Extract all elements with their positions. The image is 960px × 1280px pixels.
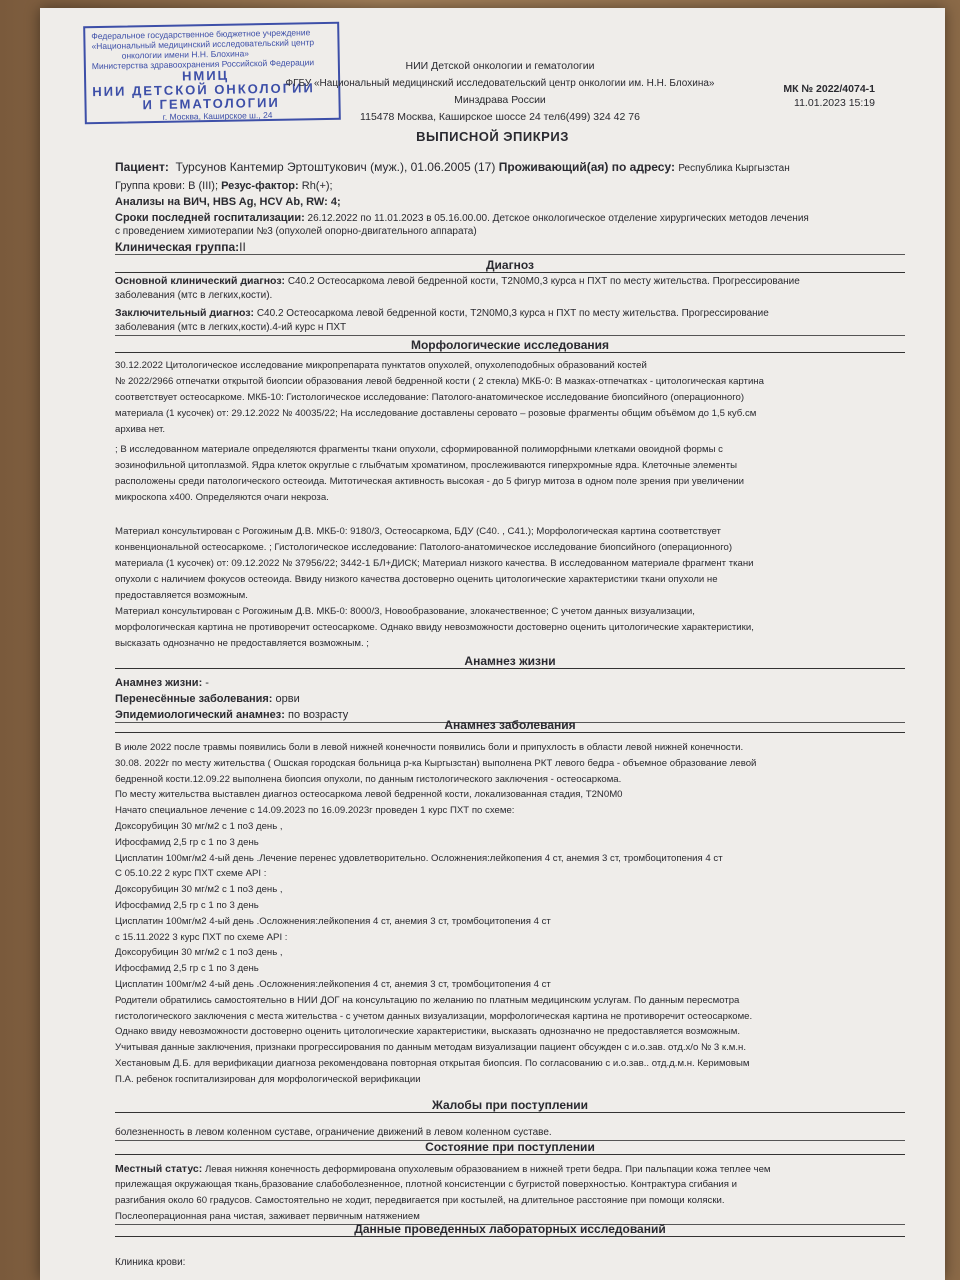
section-diagnosis: Диагноз [115, 258, 905, 273]
past-illness-line [115, 692, 300, 706]
text-line: с 15.11.2022 3 курс ПХТ по схеме API : [115, 931, 288, 943]
text-line: Доксорубицин 30 мг/м2 с 1 по3 день , [115, 947, 283, 959]
field-label: Группа крови: [115, 180, 186, 192]
text-line: С 05.10.22 2 курс ПХТ схеме API : [115, 868, 267, 880]
field-label: Проживающий(ая) по адресу: [498, 160, 675, 174]
field-label: Пациент: [115, 160, 169, 174]
header-line: Минздрава России [454, 94, 546, 106]
disease-history-text [115, 740, 925, 1088]
diagnosis-text: C40.2 Остеосаркома левой бедренной кости, T2N0M0,3 курса н ПХТ по месту жительства. Прогрессирование [287, 276, 800, 287]
field-label: Местный статус: [115, 1163, 203, 1175]
header-line: 115478 Москва, Каширское шоссе 24 тел6(499) 324 42 76 [360, 111, 640, 123]
record-date: 11.01.2023 15:19 [794, 97, 875, 109]
field-label: Заключительный диагноз: [115, 307, 255, 319]
text-line: Доксорубицин 30 мг/м2 с 1 по3 день , [115, 820, 283, 832]
diagnosis-text: заболевания (мтс в легких,кости).4-ий курс н ПХТ [115, 321, 905, 336]
complaints-text: болезненность в левом коленном суставе, ограничение движений в левом коленном суставе. [115, 1126, 905, 1141]
text-line: бедренной кости.12.09.22 выполнена биопсия опухоли, по данным гистологического заключения - остеосаркома. [115, 773, 622, 785]
stamp-text: Министерства здравоохранения Российской Федерации [91, 57, 315, 72]
main-diagnosis [115, 274, 800, 289]
status-text: разгибания около 60 градусов. Самостоятельно не ходит, передвигается при костылей, на длительное расстояние при помощи коляски. [115, 1195, 725, 1206]
stamp-text: НИИ ДЕТСКОЙ ОНКОЛОГИИ [92, 80, 315, 100]
text-line: Доксорубицин 30 мг/м2 с 1 по3 день , [115, 884, 283, 896]
text-line: № 2022/2966 отпечатки открытой биопсии образования левой бедренной кости ( 2 стекла) МКБ-0: В мазках-отпечатках - цитологическая картина [115, 376, 764, 387]
text-line: Родители обратились самостоятельно в НИИ ДОГ на консультацию по желанию по платным медицинским услугам. По данным пересмотра [115, 994, 740, 1006]
field-label: Резус-фактор: [221, 180, 299, 192]
tests-line: Анализы на ВИЧ, HBS Ag, HCV Ab, RW: 4; [115, 196, 341, 208]
text-line: П.А. ребенок госпитализирован для морфологической верификации [115, 1073, 421, 1085]
stamp-text: НМИЦ [181, 67, 230, 84]
institution-header [270, 58, 730, 126]
patient-address: Республика Кыргызстан [678, 163, 790, 174]
text-line: 30.12.2022 Цитологическое исследование микропрепарата пунктатов опухолей, опухолеподобных образований костей [115, 360, 647, 371]
section-disease-history: Анамнез заболевания [115, 718, 905, 733]
diagnosis-text: C40.2 Остеосаркома левой бедренной кости, T2N0M0,3 курса н ПХТ по месту жительства. Прогрессирование [256, 308, 769, 319]
field-label: Сроки последней госпитализации: [115, 212, 305, 224]
section-morphology: Морфологические исследования [115, 338, 905, 353]
clinical-group-value: II [239, 240, 246, 254]
record-number: МК № 2022/4074-1 [783, 83, 875, 95]
local-status [115, 1162, 771, 1177]
page-title: ВЫПИСНОЙ ЭПИКРИЗ [416, 129, 569, 144]
text-line: Цисплатин 100мг/м2 4-ый день .Лечение перенес удовлетворительно. Осложнения:лейкопения 4 ст, анемия 3 ст, тромбоцитопения 4 ст [115, 852, 723, 864]
text-line: конвенциональной остеосаркоме. ; Гистологическое исследование: Патолого-анатомическое исследование биопсийного (операционного) [115, 542, 733, 553]
header-line: ФГБУ «Национальный медицинский исследовательский центр онкологии им. Н.Н. Блохина» [285, 78, 715, 89]
text-line: материала (1 кусочек) от: 29.12.2022 № 40035/22; На исследование доставлены серовато – розовые фрагменты общим объёмом до 1,5 куб.см [115, 408, 757, 419]
text-line: морфологическая картина не противоречит остеосаркоме. Однако ввиду невозможности достоверно оценить цитологические характеристики, [115, 622, 754, 633]
clinical-group [115, 240, 905, 255]
status-text: Послеоперационная рана чистая, заживает первичным натяжением [115, 1210, 905, 1225]
text-line: гистологического заключения с места жительства - с учетом данных визуализации, морфологическая картина не противоречит остеосаркоме. [115, 1010, 753, 1022]
hospitalization-dates: 26.12.2022 по 11.01.2023 в 05.16.00.00. Детское онкологическое отделение хирургических методов лечения [307, 213, 809, 224]
field-label: Основной клинический диагноз: [115, 275, 286, 287]
hospitalization-line [115, 211, 809, 226]
text-line: ; В исследованном материале определяются фрагменты ткани опухоли, сформированной полиморфными клетками овоидной формы с [115, 444, 723, 455]
hospitalization-dept: с проведением химиотерапии №3 (опухолей опорно-двигательного аппарата) [115, 226, 477, 237]
text-line: Ифосфамид 2,5 гр с 1 по 3 день [115, 899, 259, 911]
blood-line [115, 179, 333, 193]
text-line: Хестановым Д.Б. для верификации диагноза рекомендована повторная открытая биопсия. По согласованию с и.о.зав.. отд.д.м.н. Керимовым [115, 1057, 750, 1069]
text-line: Начато специальное лечение с 14.09.2023 по 16.09.2023г проведен 1 курс ПХТ по схеме: [115, 805, 515, 817]
status-text: Левая нижняя конечность деформирована опухолевым образованием в нижней трети бедра. При пальпации кожа теплее чем [204, 1164, 771, 1175]
record-number-block [775, 82, 875, 110]
header-line: НИИ Детской онкологии и гематологии [405, 60, 595, 72]
section-admission-state: Состояние при поступлении [115, 1140, 905, 1155]
field-label: Клиническая группа: [115, 240, 240, 254]
section-complaints: Жалобы при поступлении [115, 1098, 905, 1113]
morphology-text [115, 358, 915, 652]
field-value: - [205, 677, 209, 689]
field-label: Анамнез жизни: [115, 677, 203, 689]
patient-line [115, 160, 790, 176]
text-line: Цисплатин 100мг/м2 4-ый день .Осложнения:лейкопения 4 ст, анемия 3 ст, тромбоцитопения 4 ст [115, 978, 551, 990]
lab-first-line: Клиника крови: [115, 1257, 186, 1268]
stamp-text: «Национальный медицинский исследовательский центр [91, 37, 315, 52]
text-line: Ифосфамид 2,5 гр с 1 по 3 день [115, 836, 259, 848]
text-line: эозинофильной цитоплазмой. Ядра клеток округлые с глыбчатым хроматином, прослеживаются гиперхромные ядра. Клеточные элементы [115, 460, 737, 471]
field-label: Эпидемиологический анамнез: [115, 709, 285, 721]
text-line: Однако ввиду невозможности достоверно оценить цитологические характеристики, высказать однозначно не предоставляется возможным. [115, 1026, 741, 1038]
diagnosis-text: заболевания (мтс в легких,кости). [115, 290, 273, 301]
stamp-text: г. Москва, Каширское ш., 24 [162, 109, 273, 122]
document-page [40, 8, 945, 1280]
stamp-text: И ГЕМАТОЛОГИИ [142, 94, 280, 113]
field-label: Перенесённые заболевания: [115, 693, 273, 705]
text-line: опухоли с наличием фокусов остеоида. Ввиду низкого качества достоверно оценить цитологические характеристики ткани опухоли не [115, 574, 718, 585]
section-lab-data: Данные проведенных лабораторных исследований [115, 1222, 905, 1237]
text-line: архива нет. [115, 424, 166, 435]
text-line: микроскопа х400. Определяются очаги некроза. [115, 492, 329, 503]
text-line: высказать однозначно не предоставляется возможным. ; [115, 638, 369, 649]
blood-group: B (III); [188, 180, 219, 192]
text-line: По месту жительства выставлен диагноз остеосаркома левой бедренной кости, локализованная стадия, T2N0M0 [115, 789, 623, 801]
text-line: В июле 2022 после травмы появились боли в левой нижней конечности появились боли и припухлость в области левой нижней конечности. [115, 742, 744, 753]
text-line: расположены среди патологического остеоида. Митотическая активность высокая - до 5 фигур митоза в одном поле зрения при увеличении [115, 476, 745, 487]
section-life-history: Анамнез жизни [115, 654, 905, 669]
stamp-text: Федеральное государственное бюджетное учреждение [91, 27, 311, 42]
text-line: Учитывая данные заключения, признаки прогрессирования по данным методам визуализации пациент обсужден с и.о.зав. отд.х/о № 3 к.м.н. [115, 1042, 747, 1054]
final-diagnosis [115, 306, 769, 321]
text-line: Материал консультирован с Рогожиным Д.В. МКБ-0: 8000/3, Новообразование, злокачественное; С учетом данных визуализации, [115, 606, 695, 617]
text-line: предоставляется возможным. [115, 590, 248, 601]
field-value: по возрасту [287, 709, 349, 721]
field-value: орви [275, 693, 300, 705]
status-text: прилежащая окружающая ткань,бразование слабоболезненное, плотной консистенции с бугристой поверхностью. Контрактура сгибания и [115, 1179, 738, 1190]
text-line: материала (1 кусочек) от: 09.12.2022 № 37956/22; 3442-1 БЛ+ДИСК; Материал низкого качества. В исследованном материале фрагмент ткани [115, 558, 754, 569]
life-history-line [115, 676, 209, 690]
stamp-text: онкологии имени Н.Н. Блохина» [121, 48, 250, 61]
text-line: Ифосфамид 2,5 гр с 1 по 3 день [115, 963, 259, 975]
text-line: 30.08. 2022г по месту жительства ( Ошская городская больница р-ка Кыргызстан) выполнена РКТ левого бедра - объемное образование левой [115, 757, 757, 769]
text-line: Цисплатин 100мг/м2 4-ый день .Осложнения:лейкопения 4 ст, анемия 3 ст, тромбоцитопения 4 ст [115, 915, 551, 927]
rh-factor: Rh(+); [301, 180, 333, 192]
patient-name: Турсунов Кантемир Эртоштукович (муж.), 01.06.2005 (17) [175, 160, 496, 174]
text-line: соответствует остеосаркоме. МКБ-10: Гистологическое исследование: Патолого-анатомическое исследование биопсийного (операционного) [115, 392, 745, 403]
text-line: Материал консультирован с Рогожиным Д.В. МКБ-0: 9180/3, Остеосаркома, БДУ (C40. , C41.); Морфологическая картина соответствует [115, 526, 721, 537]
